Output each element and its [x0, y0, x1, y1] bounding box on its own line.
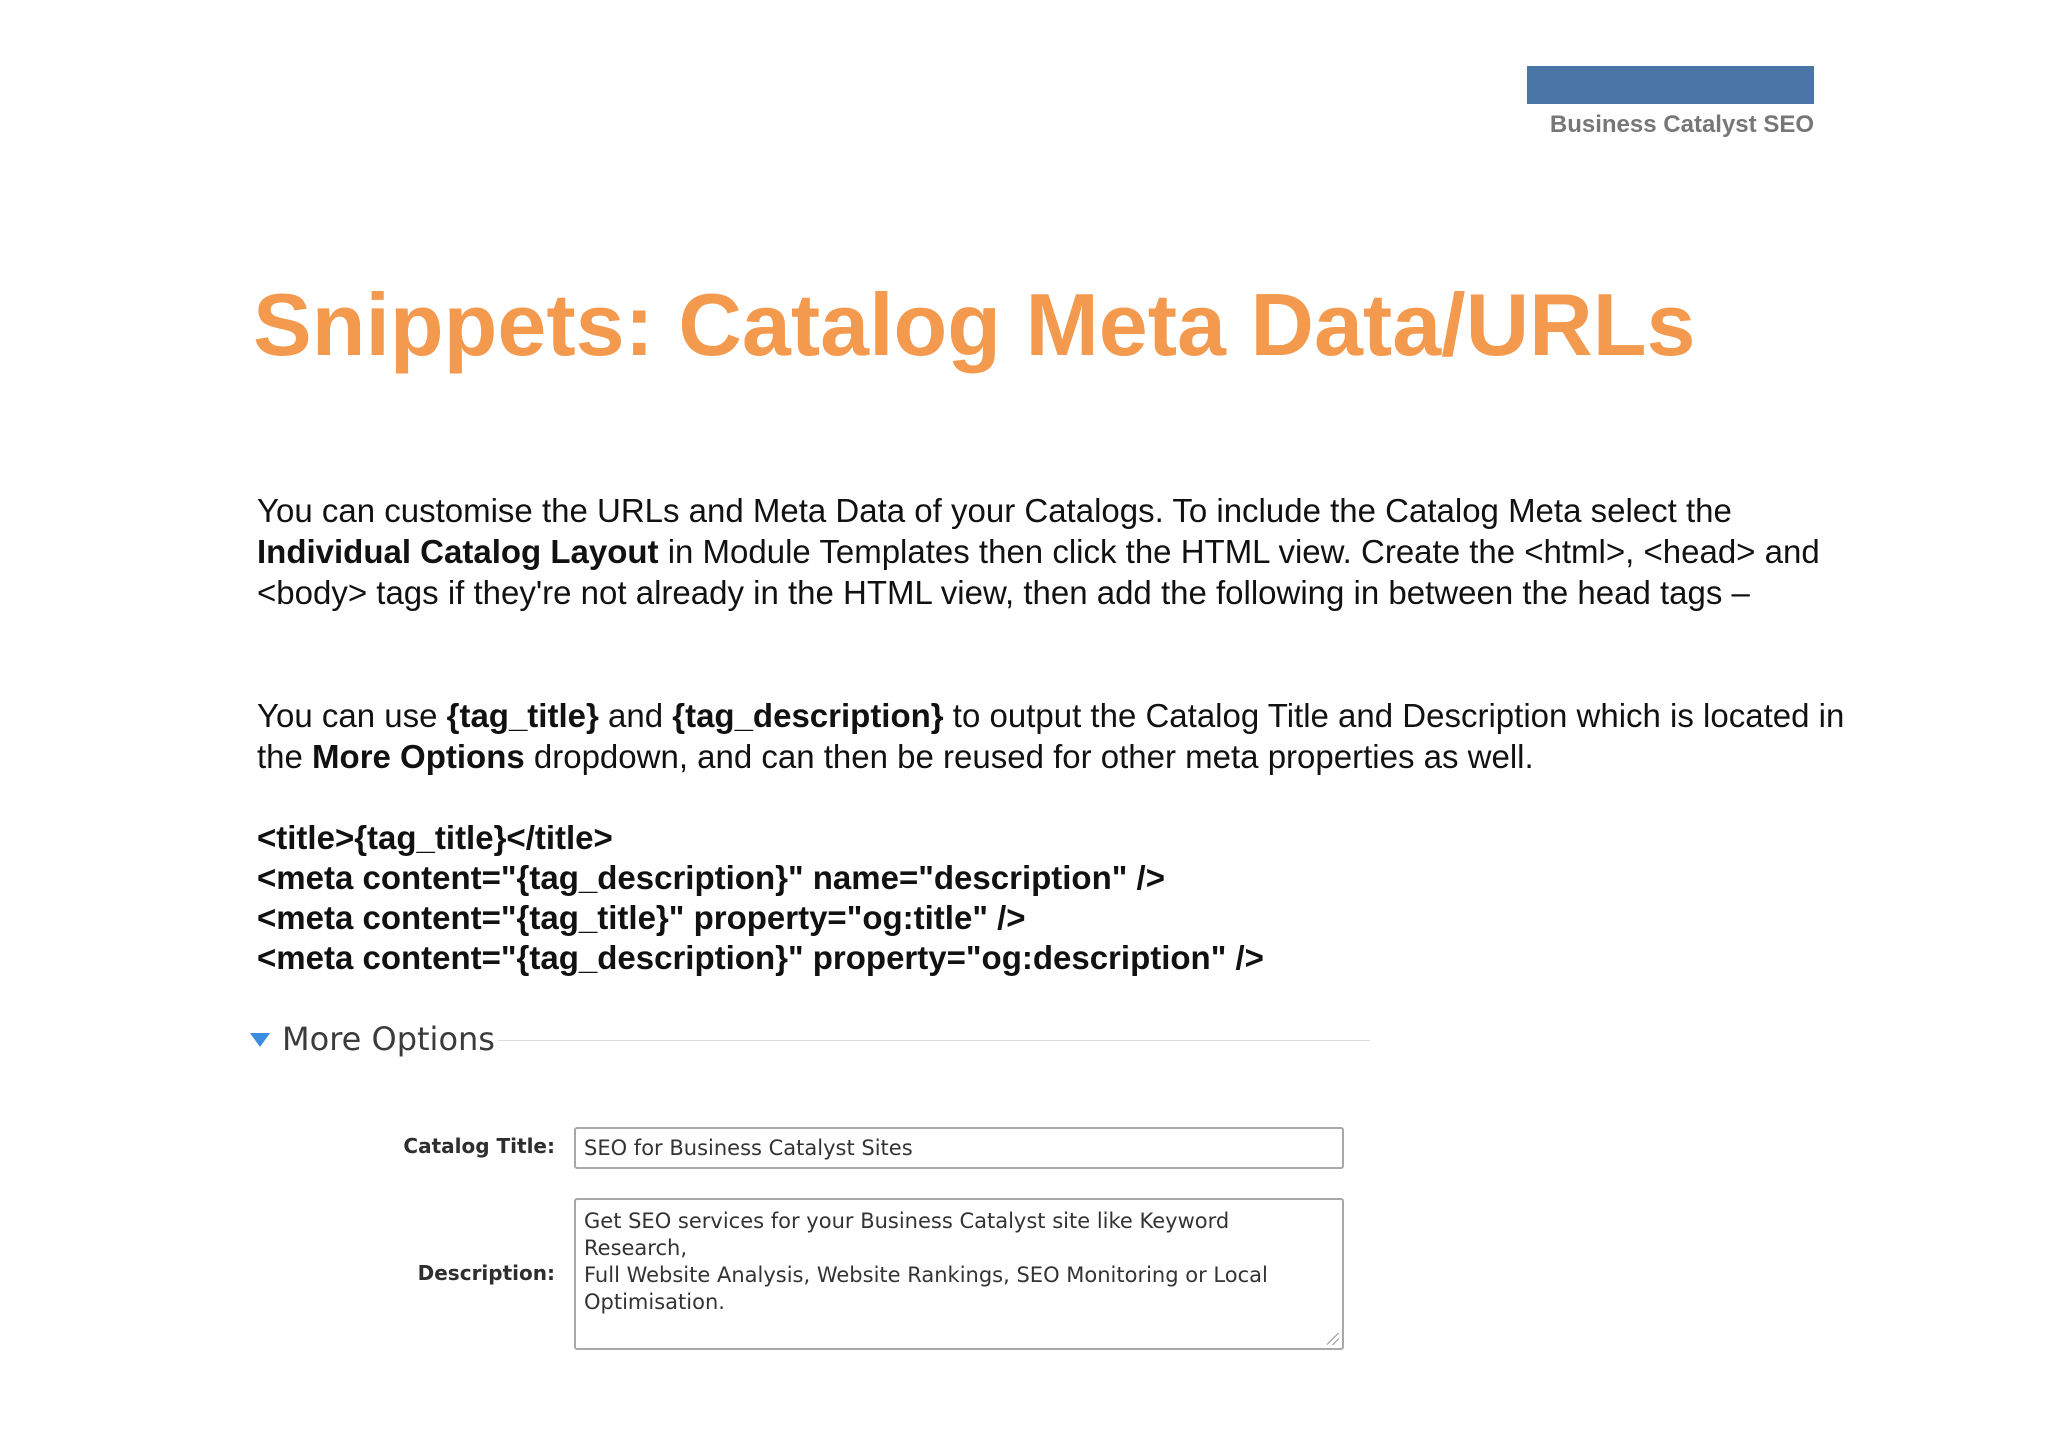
- intro-text-2: in Module Templates then click the HTML view. Create the <html>, <head> and <body> tags if they're not already in the HTML view, then add the following in between the head tags –: [257, 533, 1820, 611]
- intro-paragraph: [257, 490, 1857, 613]
- code-snippet: [257, 818, 1264, 978]
- intro-bold-layout: Individual Catalog Layout: [257, 533, 659, 570]
- usage-bold-tag-title: {tag_title}: [446, 697, 599, 734]
- intro-text-1: You can customise the URLs and Meta Data of your Catalogs. To include the Catalog Meta select the: [257, 492, 1732, 529]
- page-title: Snippets: Catalog Meta Data/URLs: [253, 275, 1696, 374]
- usage-text-4: dropdown, and can then be reused for other meta properties as well.: [524, 738, 1534, 775]
- code-line-meta-description: <meta content="{tag_description}" name="description" />: [257, 859, 1165, 896]
- resize-handle-icon[interactable]: [1327, 1333, 1339, 1345]
- description-line: Get SEO services for your Business Catalyst site like Keyword Research,: [584, 1209, 1230, 1260]
- description-line: Full Website Analysis, Website Rankings, SEO Monitoring or Local: [584, 1263, 1268, 1287]
- header-color-bar: [1527, 66, 1814, 104]
- section-divider: [498, 1040, 1370, 1041]
- usage-bold-tag-description: {tag_description}: [672, 697, 944, 734]
- code-line-og-title: <meta content="{tag_title}" property="og:title" />: [257, 899, 1026, 936]
- description-line: Optimisation.: [584, 1290, 725, 1314]
- description-label: Description:: [417, 1261, 555, 1285]
- code-line-og-description: <meta content="{tag_description}" property="og:description" />: [257, 939, 1264, 976]
- catalog-title-input[interactable]: SEO for Business Catalyst Sites: [574, 1127, 1344, 1169]
- usage-text-3: to output the Catalog Title and Description which is located in the: [257, 697, 1845, 775]
- header-brand: Business Catalyst SEO: [1549, 111, 1814, 138]
- catalog-title-label: Catalog Title:: [403, 1134, 555, 1158]
- more-options-toggle[interactable]: [248, 1016, 1370, 1064]
- code-line-title: <title>{tag_title}</title>: [257, 819, 613, 856]
- description-textarea[interactable]: [574, 1198, 1344, 1350]
- more-options-label: More Options: [282, 1020, 495, 1058]
- usage-paragraph: [257, 695, 1857, 777]
- triangle-down-icon: [250, 1033, 270, 1047]
- usage-text-1: You can use: [257, 697, 447, 734]
- usage-bold-more-options: More Options: [312, 738, 525, 775]
- usage-text-2: and: [598, 697, 673, 734]
